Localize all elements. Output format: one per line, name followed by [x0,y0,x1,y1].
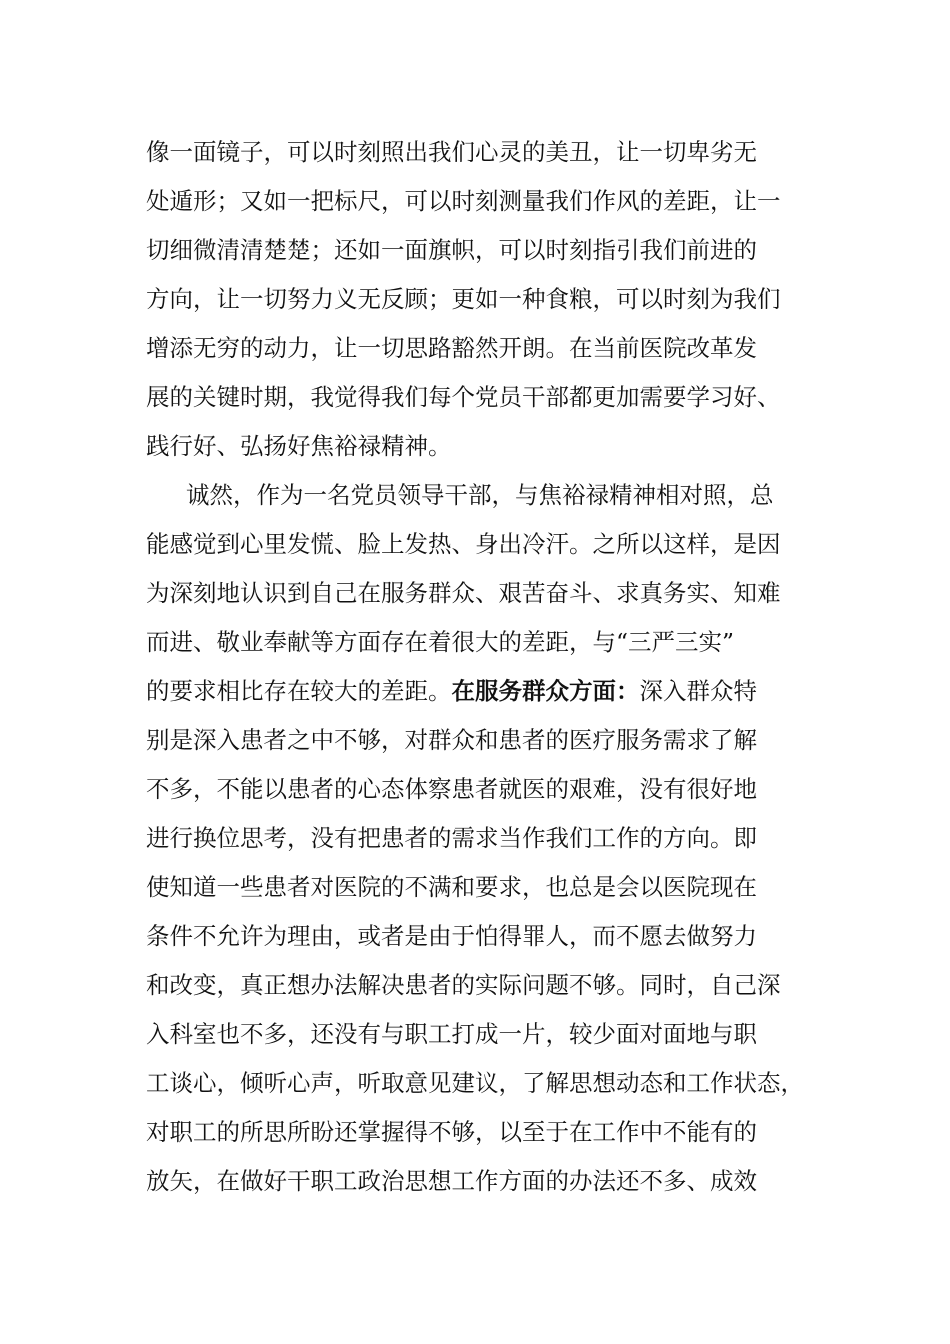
text-line: 别是深入患者之中不够，对群众和患者的医疗服务需求了解 [146,726,757,754]
text-line-mixed [146,667,816,716]
text-line: 对职工的所思所盼还掌握得不够，以至于在工作中不能有的 [146,1118,757,1146]
text-line: 不多，不能以患者的心态体察患者就医的艰难，没有很好地 [146,775,757,803]
text-line: 处遁形；又如一把标尺，可以时刻测量我们作风的差距，让一 [146,187,781,215]
text-line: 像一面镜子，可以时刻照出我们心灵的美丑，让一切卑劣无 [146,138,757,166]
text-line: 条件不允许为理由，或者是由于怕得罪人，而不愿去做努力 [146,922,757,950]
text-line: 能感觉到心里发慌、脸上发热、身出冷汗。之所以这样，是因 [146,530,781,558]
text-line: 践行好、弘扬好焦裕禄精神。 [146,432,452,460]
text-line: 使知道一些患者对医院的不满和要求，也总是会以医院现在 [146,873,757,901]
text-line: 为深刻地认识到自己在服务群众、艰苦奋斗、求真务实、知难 [146,579,781,607]
text-line: 工谈心，倾听心声，听取意见建议，了解思想动态和工作状态， [146,1069,804,1097]
text-run: 深入群众特 [639,677,757,705]
paragraph-1 [146,128,816,471]
text-line: 而进、敬业奉献等方面存在着很大的差距，与“三严三实” [146,628,735,656]
text-line: 方向，让一切努力义无反顾；更如一种食粮，可以时刻为我们 [146,285,781,313]
section-heading-inline: 在服务群众方面： [451,677,640,705]
text-line: 切细微清清楚楚；还如一面旗帜，可以时刻指引我们前进的 [146,236,757,264]
text-line: 展的关键时期，我觉得我们每个党员干部都更加需要学习好、 [146,383,781,411]
text-run: 的要求相比存在较大的差距。 [146,677,452,705]
text-line: 和改变，真正想办法解决患者的实际问题不够。同时，自己深 [146,971,781,999]
text-line: 诚然，作为一名党员领导干部，与焦裕禄精神相对照，总 [186,481,774,509]
text-line: 入科室也不多，还没有与职工打成一片，较少面对面地与职 [146,1020,757,1048]
text-line: 增添无穷的动力，让一切思路豁然开朗。在当前医院改革发 [146,334,757,362]
text-line: 进行换位思考，没有把患者的需求当作我们工作的方向。即 [146,824,757,852]
text-line: 放矢，在做好干职工政治思想工作方面的办法还不多、成效 [146,1167,757,1195]
document-body [146,128,816,1206]
paragraph-2 [146,471,816,1206]
